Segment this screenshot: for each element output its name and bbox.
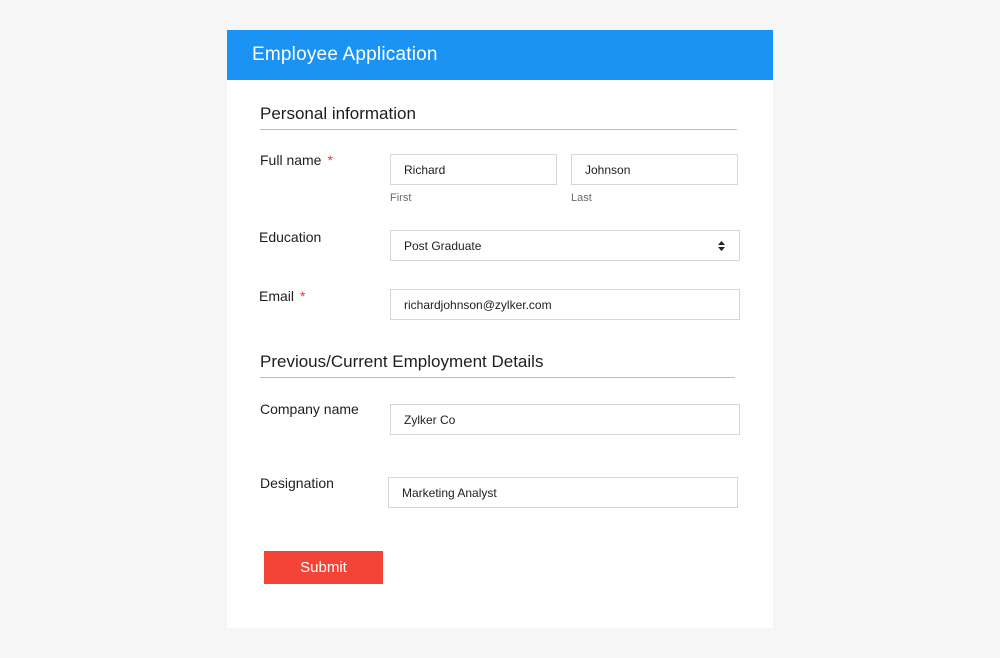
full-name-required-marker: * (327, 152, 333, 168)
first-name-sublabel: First (390, 192, 412, 204)
full-name-label-text: Full name (260, 152, 322, 168)
email-label (259, 288, 305, 304)
last-name-input[interactable] (571, 154, 738, 185)
company-name-label: Company name (260, 401, 359, 417)
form-title: Employee Application (252, 44, 438, 65)
section-divider-personal (260, 129, 737, 130)
email-label-text: Email (259, 288, 295, 304)
section-title-personal: Personal information (260, 104, 416, 123)
submit-button[interactable]: Submit (264, 551, 383, 584)
last-name-sublabel: Last (571, 192, 592, 204)
designation-input[interactable] (388, 477, 738, 508)
application-form-card (227, 30, 773, 628)
section-divider-employment (260, 377, 735, 378)
select-arrows-icon (718, 241, 725, 251)
education-label: Education (259, 229, 322, 245)
email-required-marker: * (300, 288, 306, 304)
first-name-input[interactable] (390, 154, 557, 185)
designation-label: Designation (260, 475, 334, 491)
education-select[interactable] (390, 230, 740, 261)
section-title-employment: Previous/Current Employment Details (260, 352, 544, 371)
form-header (227, 30, 773, 80)
email-input[interactable] (390, 289, 740, 320)
company-name-input[interactable] (390, 404, 740, 435)
education-selected-value: Post Graduate (404, 239, 482, 253)
full-name-label (260, 152, 333, 168)
